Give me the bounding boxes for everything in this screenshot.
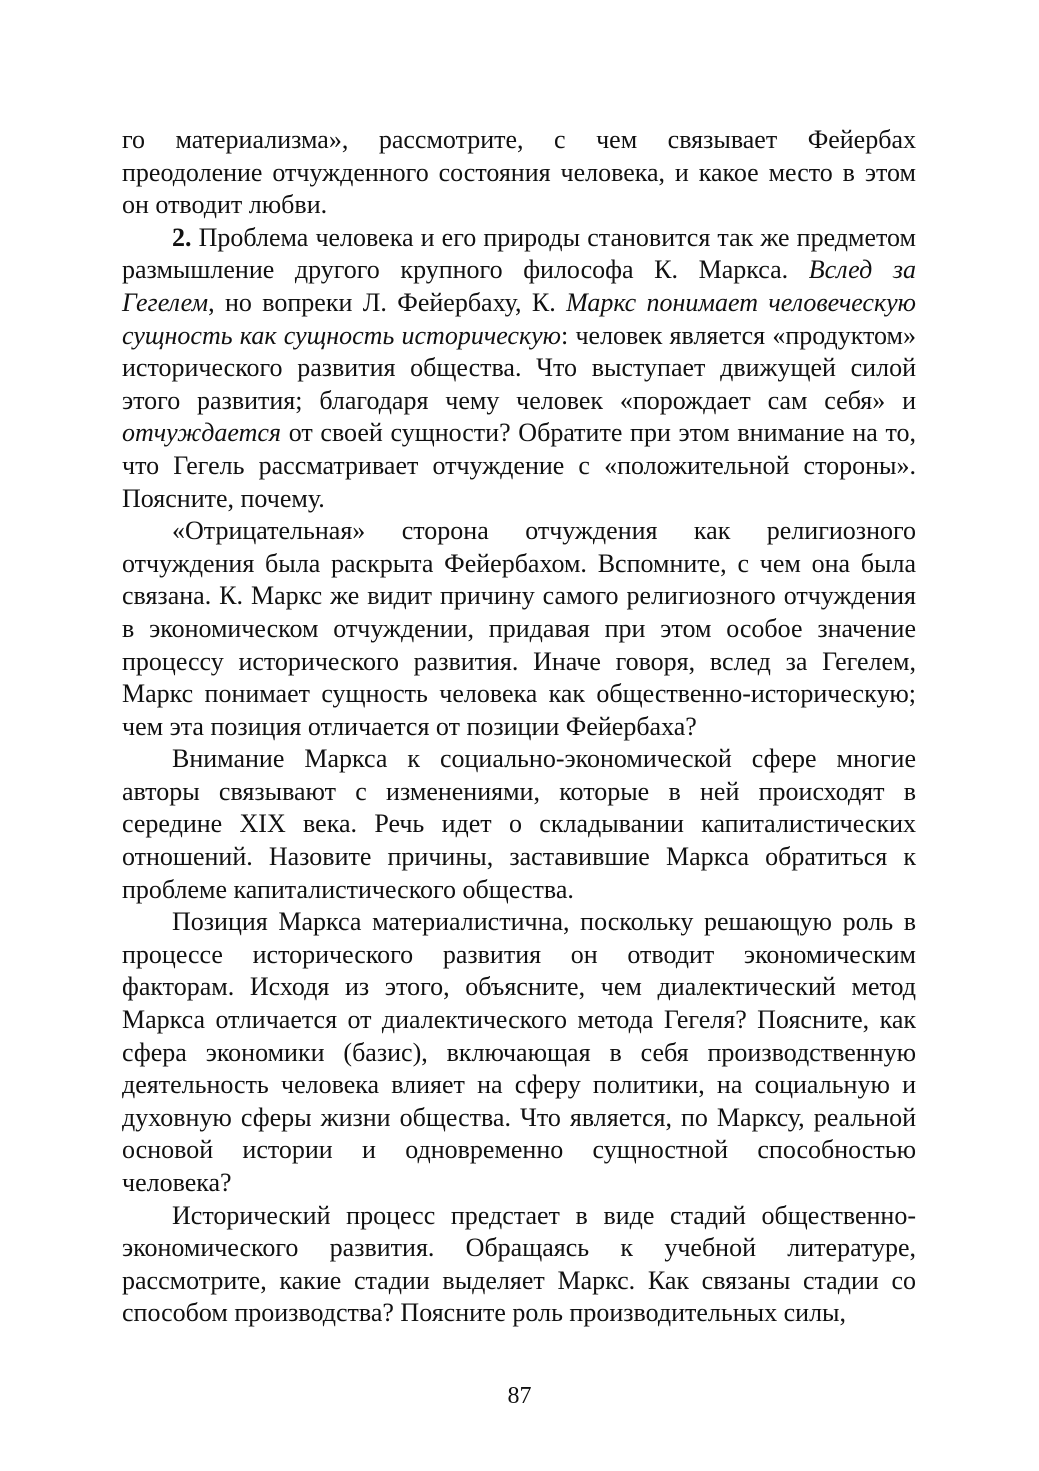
paragraph-negative-alienation: «Отрицательная» сторона отчуждения как религиозного отчуждения была раскрыта Фейербахом. Вспомните, с чем она была связана. К. Маркс же видит причину самого религиозного отчуждения в экономическом отчуждении, придавая при этом особое значение процессу исторического развития. Иначе говоря, вслед за Гегелем, Маркс понимает сущность человека как общественно-историческую; чем эта позиция отличается от позиции Фейербаха? — [122, 516, 916, 741]
paragraph-materialism: Позиция Маркса материалистична, поскольку решающую роль в процессе исторического развития он отводит экономическим факторам. Исходя из этого, объясните, чем диалектический метод Маркса отличается от диалектического метода Гегеля? Поясните, как сфера экономики (базис), включающая в себя производственную деятельность человека влияет на сферу политики, на социальную и духовную сферы жизни общества. Что является, по Марксу, реальной основой истории и одновременно сущностной способностью человека? — [122, 907, 916, 1197]
paragraph-text: Проблема человека и его природы становится так же предметом размышление другого крупного философа К. Маркса. — [122, 222, 916, 285]
paragraph-historical-process: Исторический процесс предстает в виде стадий общественно-экономического развития. Обращаясь к учебной литературе, рассмотрите, какие стадии выделяет Маркс. Как связаны стадии со способом производства? Поясните роль производительных силы, — [122, 1200, 916, 1328]
paragraph-text: от своей сущности? Обратите при этом внимание на то, что Гегель рассматривает отчуждение с «положительной стороны». Поясните, почему. — [122, 418, 916, 513]
page-number: 87 — [507, 1383, 532, 1409]
paragraph-section-2 — [122, 222, 916, 515]
paragraph-continuation: го материализма», рассмотрите, с чем связывает Фейербах преодоление отчужденного состояния человека, и какое место в этом он отводит любви. — [122, 125, 916, 220]
italic-phrase: Вслед за Гегелем — [122, 255, 916, 317]
italic-phrase: отчуждается — [122, 418, 282, 448]
page-body — [122, 124, 916, 1330]
paragraph-text: : человек является «продуктом» исторического развития общества. Что выступает движущей силой этого развития; благодаря чему человек «порождает сам себя» и — [122, 320, 916, 415]
section-number: 2. — [172, 222, 192, 252]
paragraph-text: , но вопреки Л. Фейербаху, К. — [208, 287, 567, 317]
paragraph-socio-economic: Внимание Маркса к социально-экономической сфере многие авторы связывают с изменениями, которые в ней происходят в середине XIX века. Речь идет о складывании капиталистических отношений. Назовите причины, заставившие Маркса обратиться к проблеме капиталистического общества. — [122, 744, 916, 904]
italic-phrase: Маркс понимает человеческую сущность как сущность историческую — [122, 287, 917, 350]
